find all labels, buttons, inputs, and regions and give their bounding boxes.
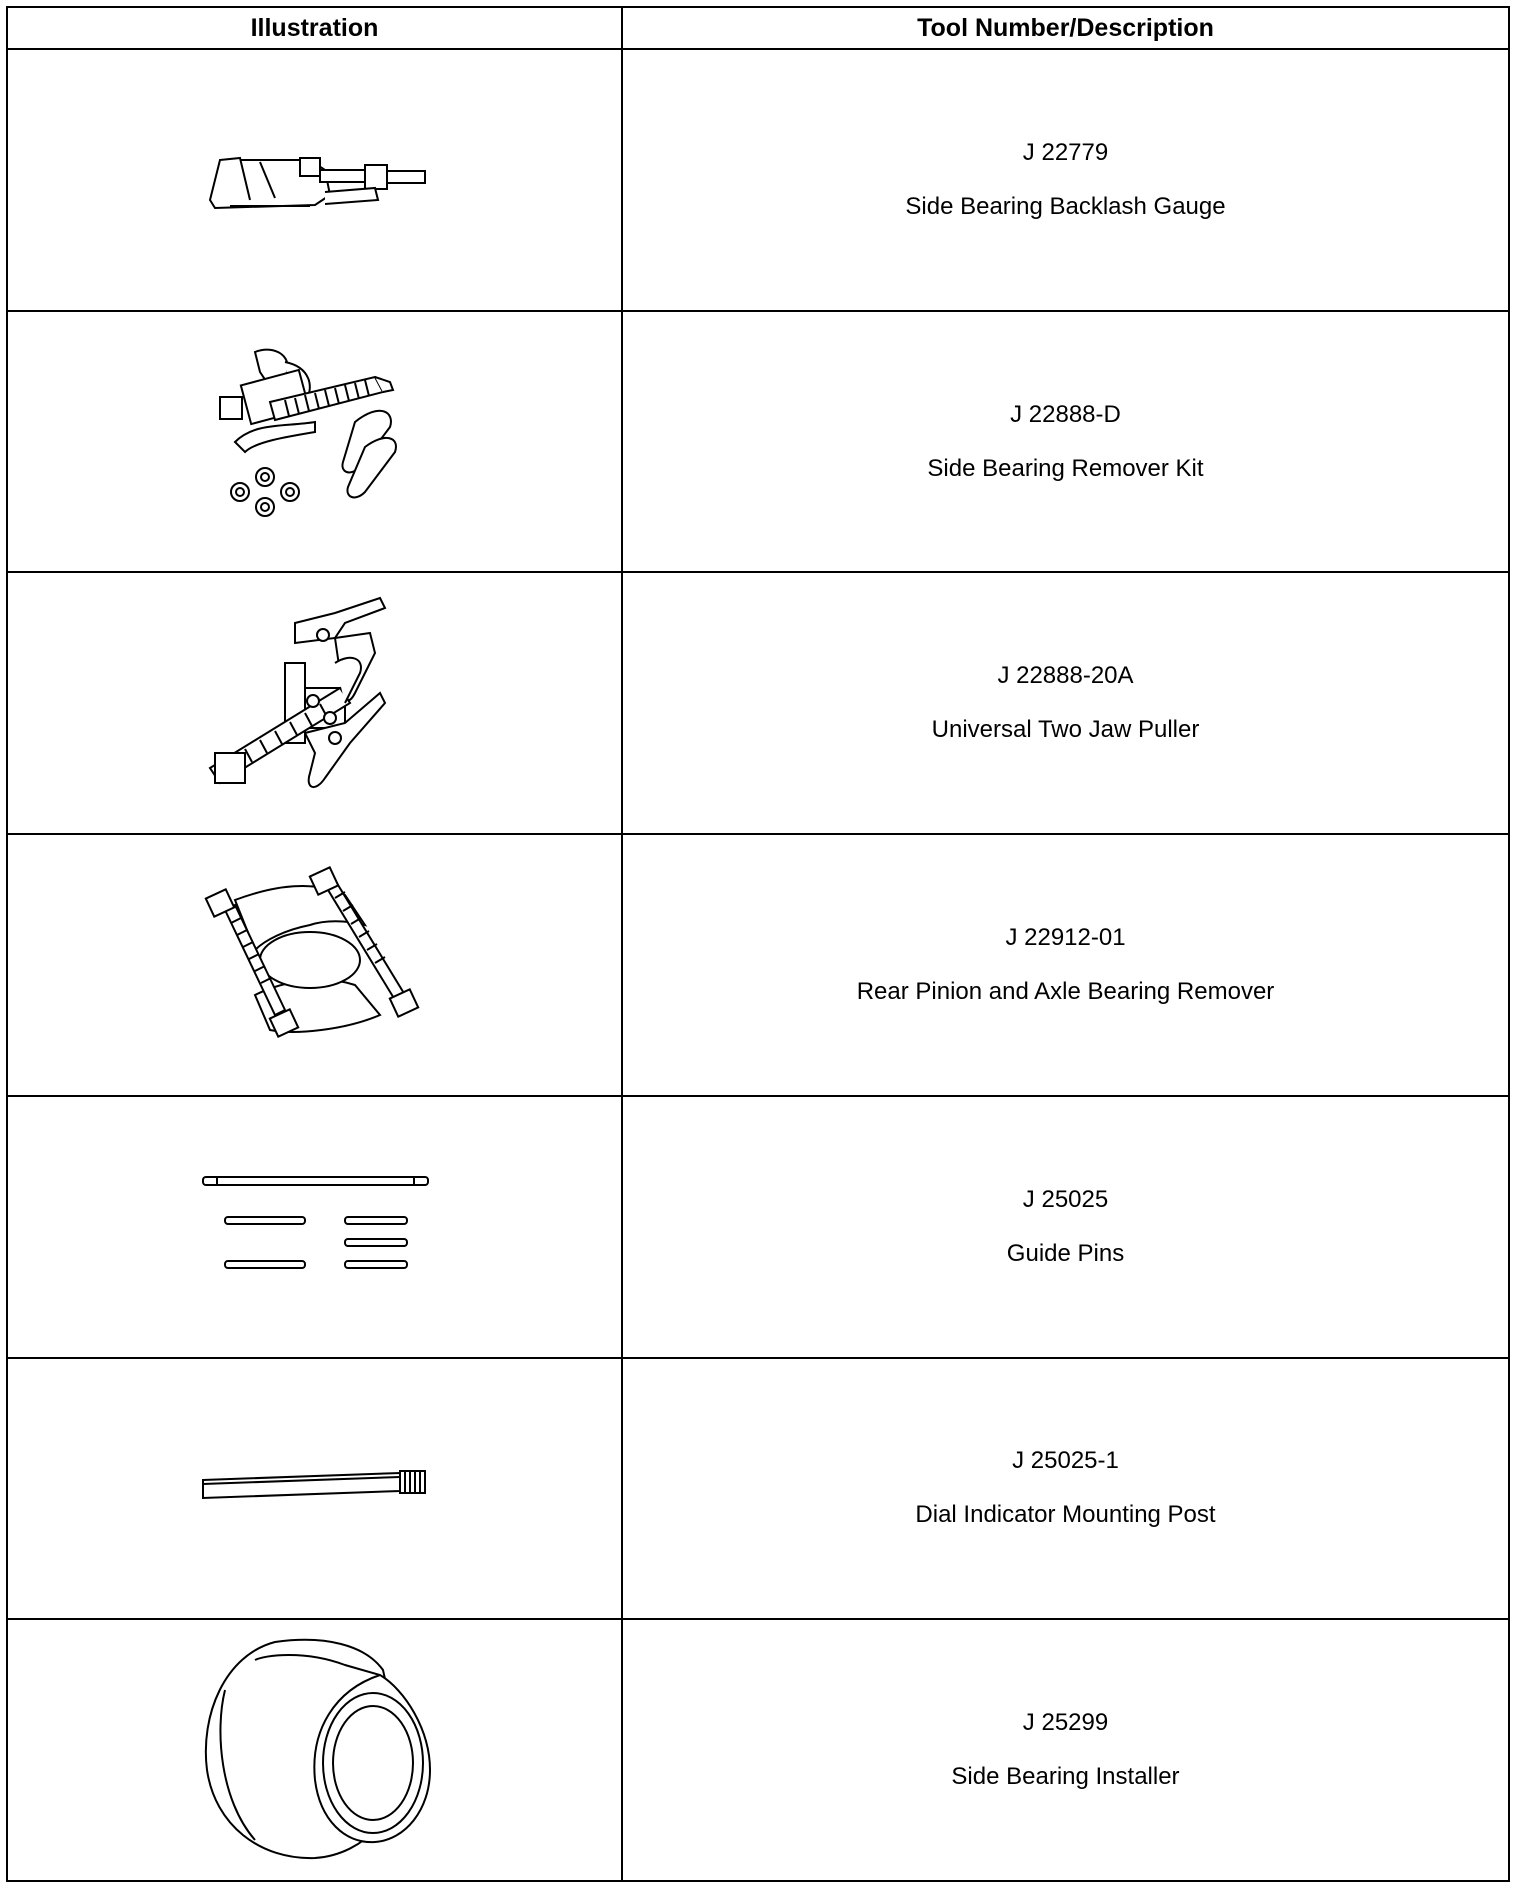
tool-description: Dial Indicator Mounting Post	[915, 1501, 1216, 1529]
header-illustration: Illustration	[7, 7, 622, 49]
illustration-cell	[7, 572, 622, 834]
bearing-installer-icon	[195, 1630, 435, 1870]
tool-cell	[622, 834, 1509, 1096]
bearing-remover-kit-icon	[215, 342, 415, 542]
tool-number: J 22888-D	[1010, 400, 1121, 428]
tool-description: Universal Two Jaw Puller	[931, 716, 1200, 744]
illustration-cell	[7, 311, 622, 573]
illustration-cell	[7, 1619, 622, 1881]
tool-number: J 25299	[1022, 1709, 1109, 1737]
tool-description: Rear Pinion and Axle Bearing Remover	[856, 977, 1275, 1005]
illustration-cell	[7, 1358, 622, 1620]
tool-cell	[622, 1096, 1509, 1358]
table-row	[7, 1096, 1509, 1358]
tool-cell	[622, 49, 1509, 311]
backlash-gauge-icon	[200, 140, 430, 220]
table-row	[7, 311, 1509, 573]
tool-cell	[622, 572, 1509, 834]
tool-description: Side Bearing Remover Kit	[927, 454, 1204, 482]
tool-number: J 22912-01	[1005, 923, 1126, 951]
illustration-cell	[7, 1096, 622, 1358]
header-tool-number-description: Tool Number/Description	[622, 7, 1509, 49]
table-row	[7, 572, 1509, 834]
table-row	[7, 1358, 1509, 1620]
tool-number: J 22779	[1022, 138, 1109, 166]
table-row	[7, 1619, 1509, 1881]
two-jaw-puller-icon	[205, 593, 425, 813]
tool-number: J 25025-1	[1012, 1447, 1119, 1475]
bearing-separator-icon	[195, 865, 435, 1065]
mounting-post-icon	[195, 1463, 435, 1513]
tool-cell	[622, 1358, 1509, 1620]
tool-cell	[622, 1619, 1509, 1881]
special-tools-table	[6, 6, 1510, 1882]
header-row	[7, 7, 1509, 49]
tool-description: Guide Pins	[1006, 1239, 1125, 1267]
tool-description: Side Bearing Installer	[951, 1763, 1180, 1791]
tool-number: J 25025	[1022, 1185, 1109, 1213]
illustration-cell	[7, 834, 622, 1096]
illustration-cell	[7, 49, 622, 311]
tool-description: Side Bearing Backlash Gauge	[905, 192, 1226, 220]
tool-number: J 22888-20A	[997, 662, 1134, 690]
guide-pins-icon	[195, 1172, 435, 1282]
table-row	[7, 834, 1509, 1096]
table-row	[7, 49, 1509, 311]
tool-cell	[622, 311, 1509, 573]
